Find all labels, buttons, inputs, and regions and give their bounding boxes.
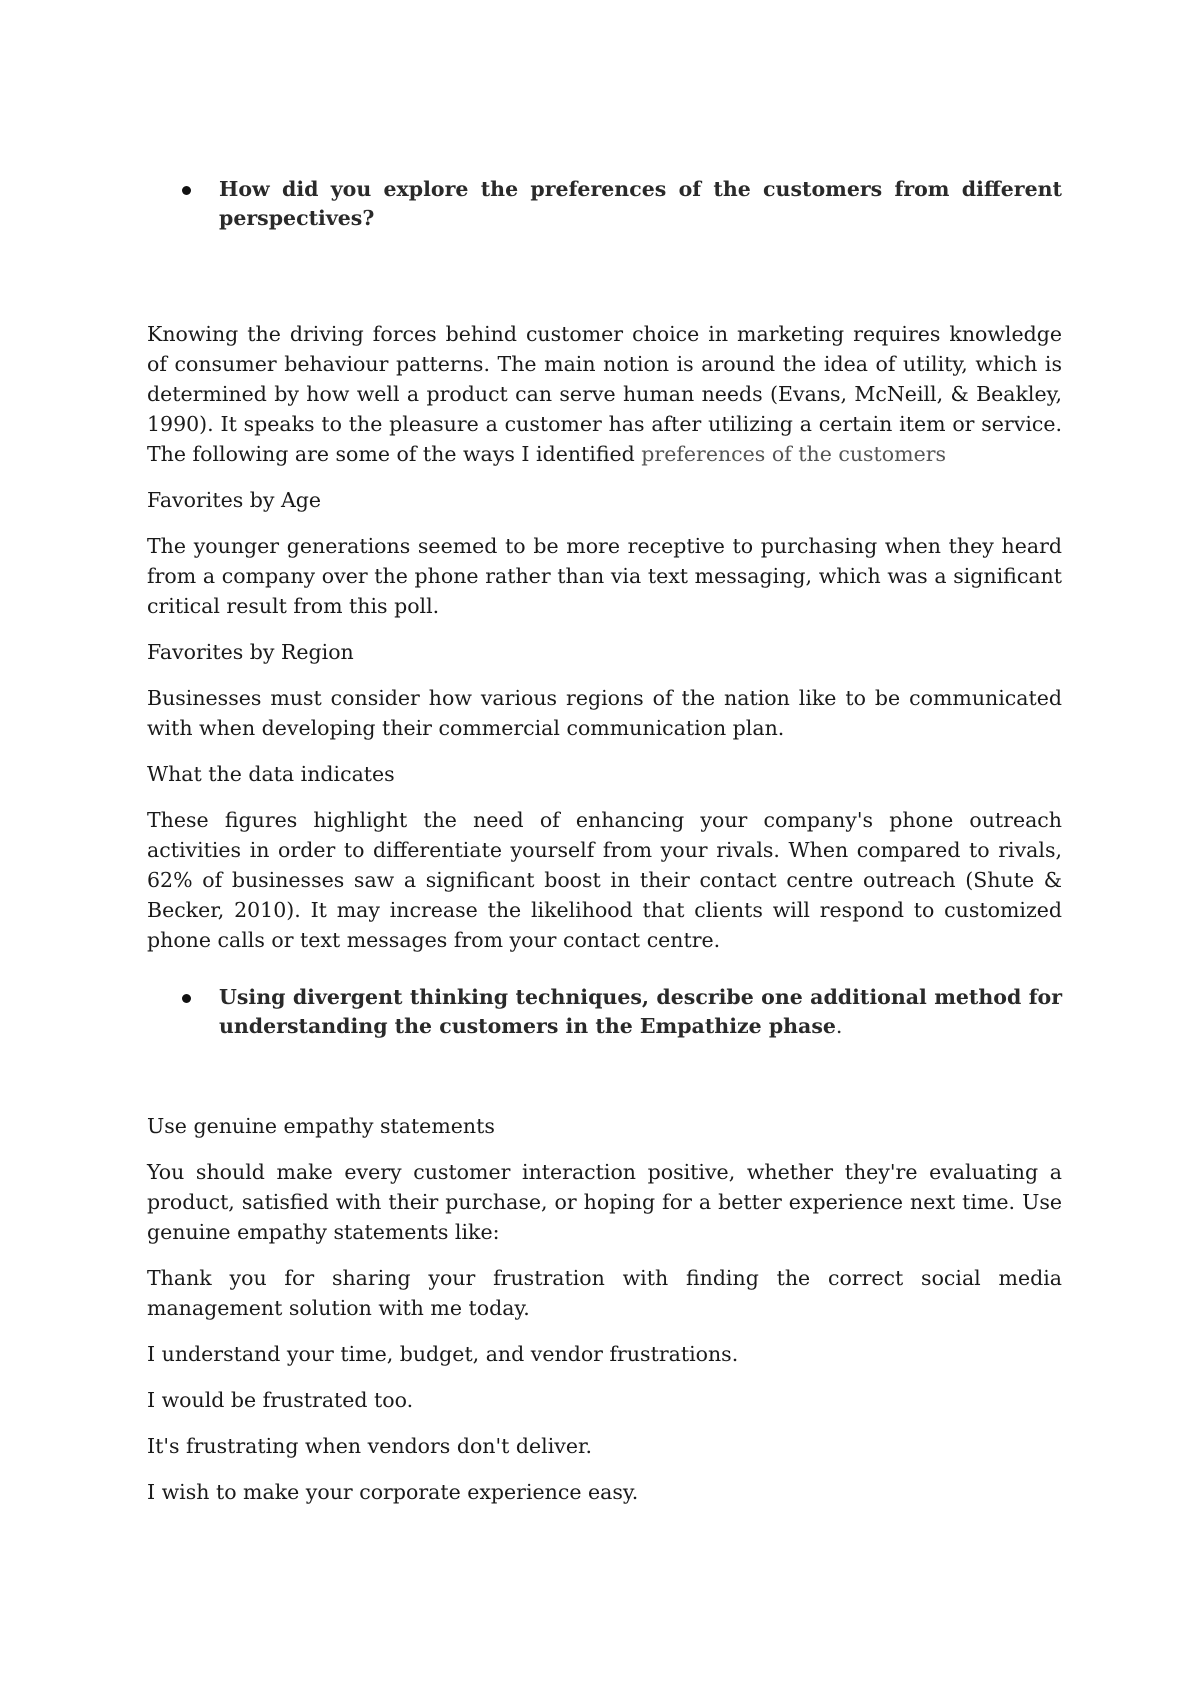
paragraph-empathy-intro: You should make every customer interaction positive, whether they're evaluating a product, satisfied with their purchase, or hoping for a better experience next time. Use genuine empathy statements like: [147,1160,1062,1244]
bullet-icon [182,186,191,195]
intro-paragraph [147,319,1062,469]
intro-tail-text: preferences of the customers [641,442,947,466]
empathy-statement: I understand your time, budget, and vendor frustrations. [147,1342,739,1366]
question-bullet-empathize [147,983,1062,1041]
document-body [147,175,1062,1507]
empathy-statement: Thank you for sharing your frustration with finding the correct social media management solution with me today. [147,1266,1062,1320]
empathy-statement: I wish to make your corporate experience easy. [147,1480,639,1504]
bullet-icon [182,994,191,1003]
empathy-statement: It's frustrating when vendors don't deliver. [147,1434,593,1458]
question-bullet-preferences [147,175,1062,233]
question-period: . [835,1014,843,1038]
paragraph-region: Businesses must consider how various regions of the nation like to be communicated with when developing their commercial communication plan. [147,686,1062,740]
question-text: Using divergent thinking techniques, describe one additional method for understanding the customers in the Empathize phase [219,985,1062,1038]
heading-region: Favorites by Region [147,640,354,664]
heading-data: What the data indicates [147,762,395,786]
paragraph-age: The younger generations seemed to be more receptive to purchasing when they heard from a company over the phone rather than via text messaging, which was a significant critical result from this poll. [147,534,1062,618]
empathy-statement: I would be frustrated too. [147,1388,414,1412]
paragraph-data: These figures highlight the need of enhancing your company's phone outreach activities in order to differentiate yourself from your rivals. When compared to rivals, 62% of businesses saw a significant boost in their contact centre outreach (Shute & Becker, 2010). It may increase the likelihood that clients will respond to customized phone calls or text messages from your contact centre. [147,808,1062,952]
intro-text: Knowing the driving forces behind customer choice in marketing requires knowledge of consumer behaviour patterns. The main notion is around the idea of utility, which is determined by how well a product can serve human needs (Evans, McNeill, & Beakley, 1990). It speaks to the pleasure a customer has after utilizing a certain item or service. The following are some of the ways I identified [147,322,1062,466]
heading-empathy: Use genuine empathy statements [147,1114,495,1138]
question-text: How did you explore the preferences of the customers from different perspectives? [219,177,1062,230]
heading-age: Favorites by Age [147,488,322,512]
